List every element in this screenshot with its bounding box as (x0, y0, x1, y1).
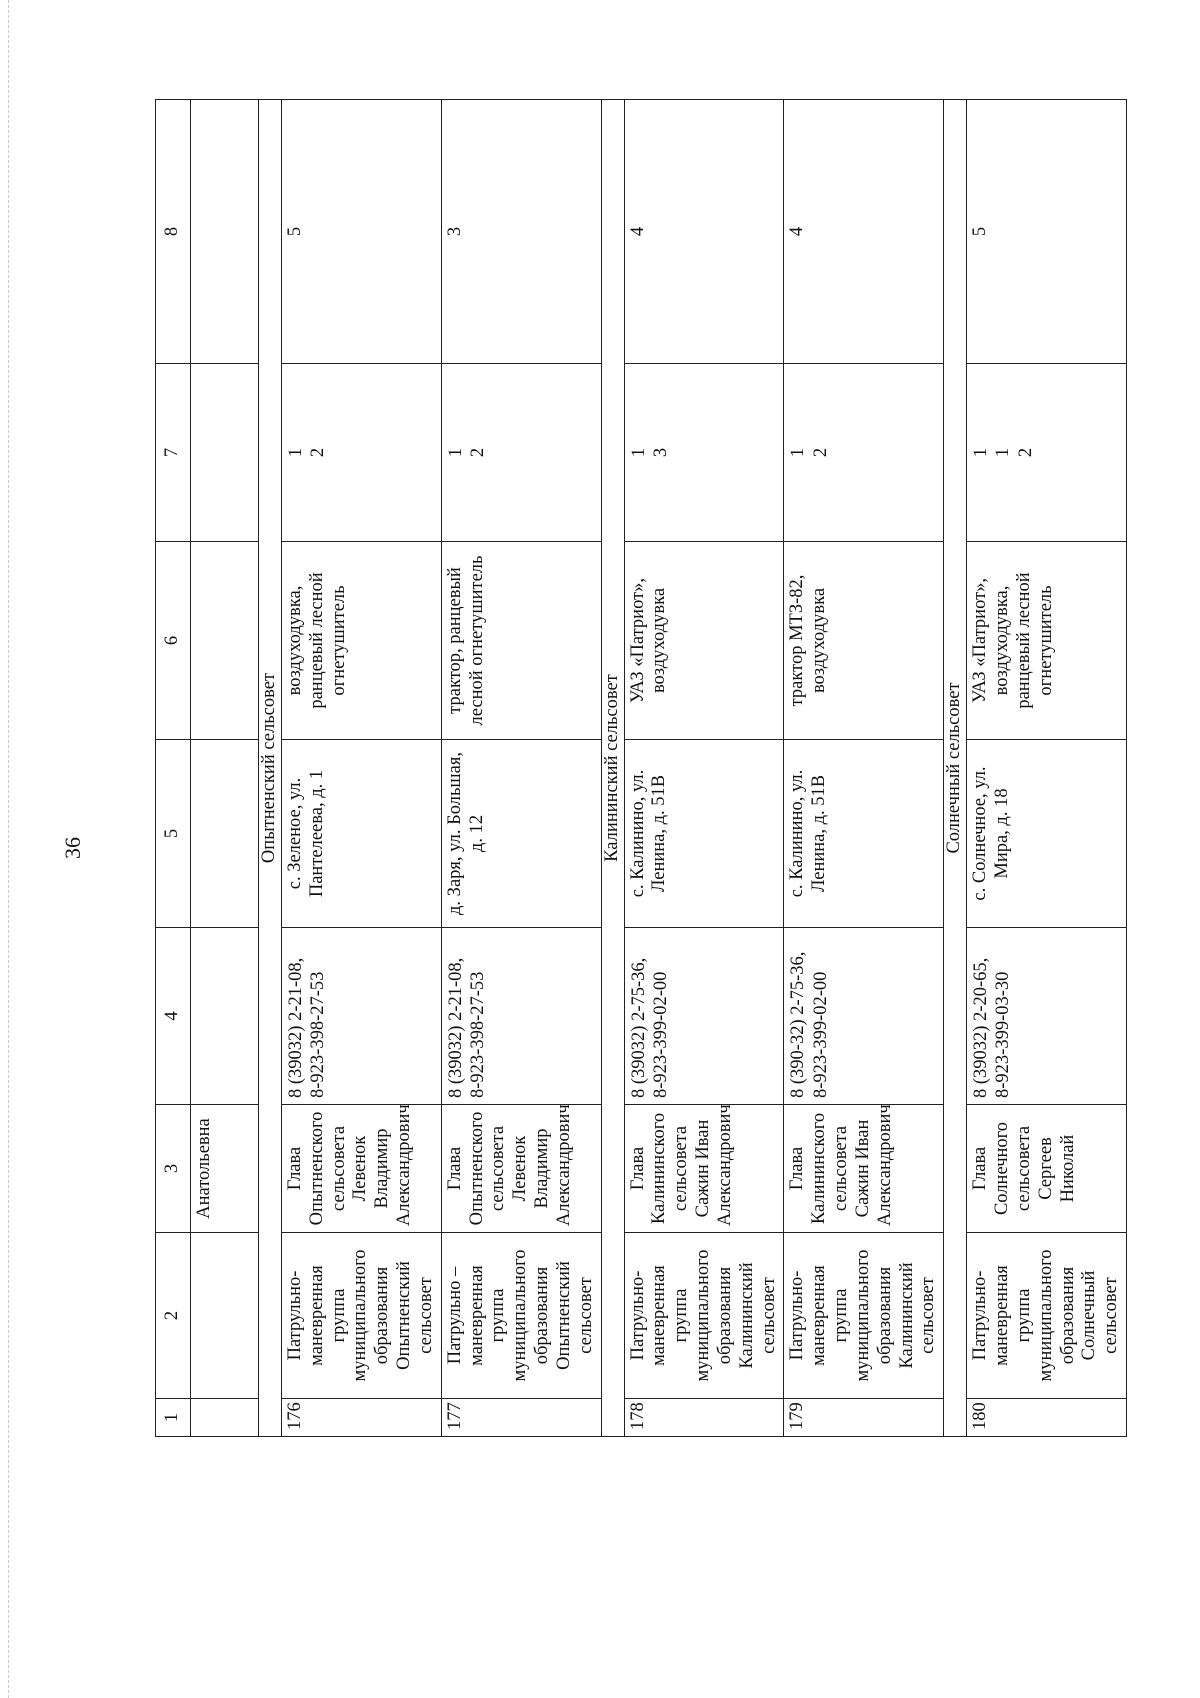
col7-value: 2 (467, 447, 488, 458)
head-name: Глава Калининского сельсовета Сажин Иван Александрович (624, 1105, 784, 1233)
col7-value: 3 (650, 447, 671, 458)
phone: 8 (39032) 2-20-65, (971, 957, 992, 1098)
header-row (156, 100, 191, 1437)
col7-values (967, 364, 1127, 542)
equipment: УАЗ «Патриот», воздуходувка (624, 542, 784, 740)
section-row (259, 100, 282, 1437)
phones (282, 928, 442, 1105)
col7-values (784, 364, 944, 542)
phones (784, 928, 944, 1105)
phone: 8-923-398-27-53 (308, 971, 329, 1098)
section-row (601, 100, 624, 1437)
row-number: 179 (784, 1399, 944, 1437)
phone: 8 (39032) 2-21-08, (286, 957, 306, 1098)
table-row (784, 100, 944, 1437)
col-header: 8 (156, 100, 191, 364)
equipment: УАЗ «Патриот», воздуходувка, ранцевый лесной огнетушитель (967, 542, 1127, 740)
address: д. Заря, ул. Большая, д. 12 (441, 740, 601, 928)
col7-value: 1 (788, 447, 809, 458)
phone: 8-923-398-27-53 (467, 971, 488, 1098)
col7-value: 1 (286, 447, 306, 458)
col-header: 1 (156, 1399, 191, 1437)
scan-edge (8, 0, 9, 1698)
equipment: трактор МТЗ-82, воздуходувка (784, 542, 944, 740)
col7-values (441, 364, 601, 542)
col8-value: 3 (441, 100, 601, 364)
col7-value: 2 (308, 447, 329, 458)
head-name: Глава Опытненского сельсовета Левенок Владимир Александрович (441, 1105, 601, 1233)
section-title: Солнечный сельсовет (944, 100, 967, 1437)
col8-value: 4 (784, 100, 944, 364)
address: с. Зеленое, ул. Пантелеева, д. 1 (282, 740, 442, 928)
phones (624, 928, 784, 1105)
col7-value: 1 (971, 447, 992, 458)
phones (967, 928, 1127, 1105)
address: с. Калинино, ул. Ленина, д. 51В (624, 740, 784, 928)
table-row (441, 100, 601, 1437)
col-header: 7 (156, 364, 191, 542)
group-name: Патрульно – маневренная группа муниципального образования Опытненский сельсовет (441, 1233, 601, 1399)
phone: 8 (39032) 2-75-36, (628, 957, 649, 1098)
col8-value: 5 (967, 100, 1127, 364)
phone: 8-923-399-03-30 (993, 971, 1014, 1098)
row-number: 177 (441, 1399, 601, 1437)
col8-value: 5 (282, 100, 442, 364)
col7-value: 1 (993, 447, 1014, 458)
row-number: 176 (282, 1399, 442, 1437)
col7-value: 1 (445, 447, 466, 458)
equipment: трактор, ранцевый лесной огнетушитель (441, 542, 601, 740)
head-name: Глава Солнечного сельсовета Сергеев Николай (967, 1105, 1127, 1233)
col-header: 2 (156, 1233, 191, 1399)
head-name: Глава Калининского сельсовета Сажин Иван Александрович (784, 1105, 944, 1233)
equipment: воздуходувка, ранцевый лесной огнетушитель (282, 542, 442, 740)
col-header: 5 (156, 740, 191, 928)
group-name: Патрульно-маневренная группа муниципального образования Опытненский сельсовет (282, 1233, 442, 1399)
group-name: Патрульно-маневренная группа муниципального образования Калининский сельсовет (784, 1233, 944, 1399)
carry-over-text: Анатольевна (191, 1105, 259, 1233)
address: с. Калинино, ул. Ленина, д. 51В (784, 740, 944, 928)
col7-values (624, 364, 784, 542)
group-name: Патрульно-маневренная группа муниципального образования Калининский сельсовет (624, 1233, 784, 1399)
page-number: 36 (60, 837, 85, 859)
col-header: 3 (156, 1105, 191, 1233)
head-name: Глава Опытненского сельсовета Левенок Владимир Александрович (282, 1105, 442, 1233)
phone: 8 (39032) 2-21-08, (445, 957, 466, 1098)
address: с. Солнечное, ул. Мира, д. 18 (967, 740, 1127, 928)
row-number: 180 (967, 1399, 1127, 1437)
rotated-page (155, 100, 1122, 1437)
section-title: Калининский сельсовет (601, 100, 624, 1437)
table-row (624, 100, 784, 1437)
col7-values (282, 364, 442, 542)
group-name: Патрульно-маневренная группа муниципального образования Солнечный сельсовет (967, 1233, 1127, 1399)
table-row (282, 100, 442, 1437)
brigades-table (155, 99, 1127, 1437)
col8-value: 4 (624, 100, 784, 364)
table-row (967, 100, 1127, 1437)
phone: 8 (390-32) 2-75-36, (788, 951, 809, 1098)
section-row (944, 100, 967, 1437)
carry-over-row (191, 100, 259, 1437)
col-header: 6 (156, 542, 191, 740)
phone: 8-923-399-02-00 (810, 971, 831, 1098)
col-header: 4 (156, 928, 191, 1105)
col7-value: 1 (628, 447, 649, 458)
col7-value: 2 (1015, 447, 1036, 458)
row-number: 178 (624, 1399, 784, 1437)
phones (441, 928, 601, 1105)
phone: 8-923-399-02-00 (650, 971, 671, 1098)
col7-value: 2 (810, 447, 831, 458)
section-title: Опытненский сельсовет (259, 100, 282, 1437)
